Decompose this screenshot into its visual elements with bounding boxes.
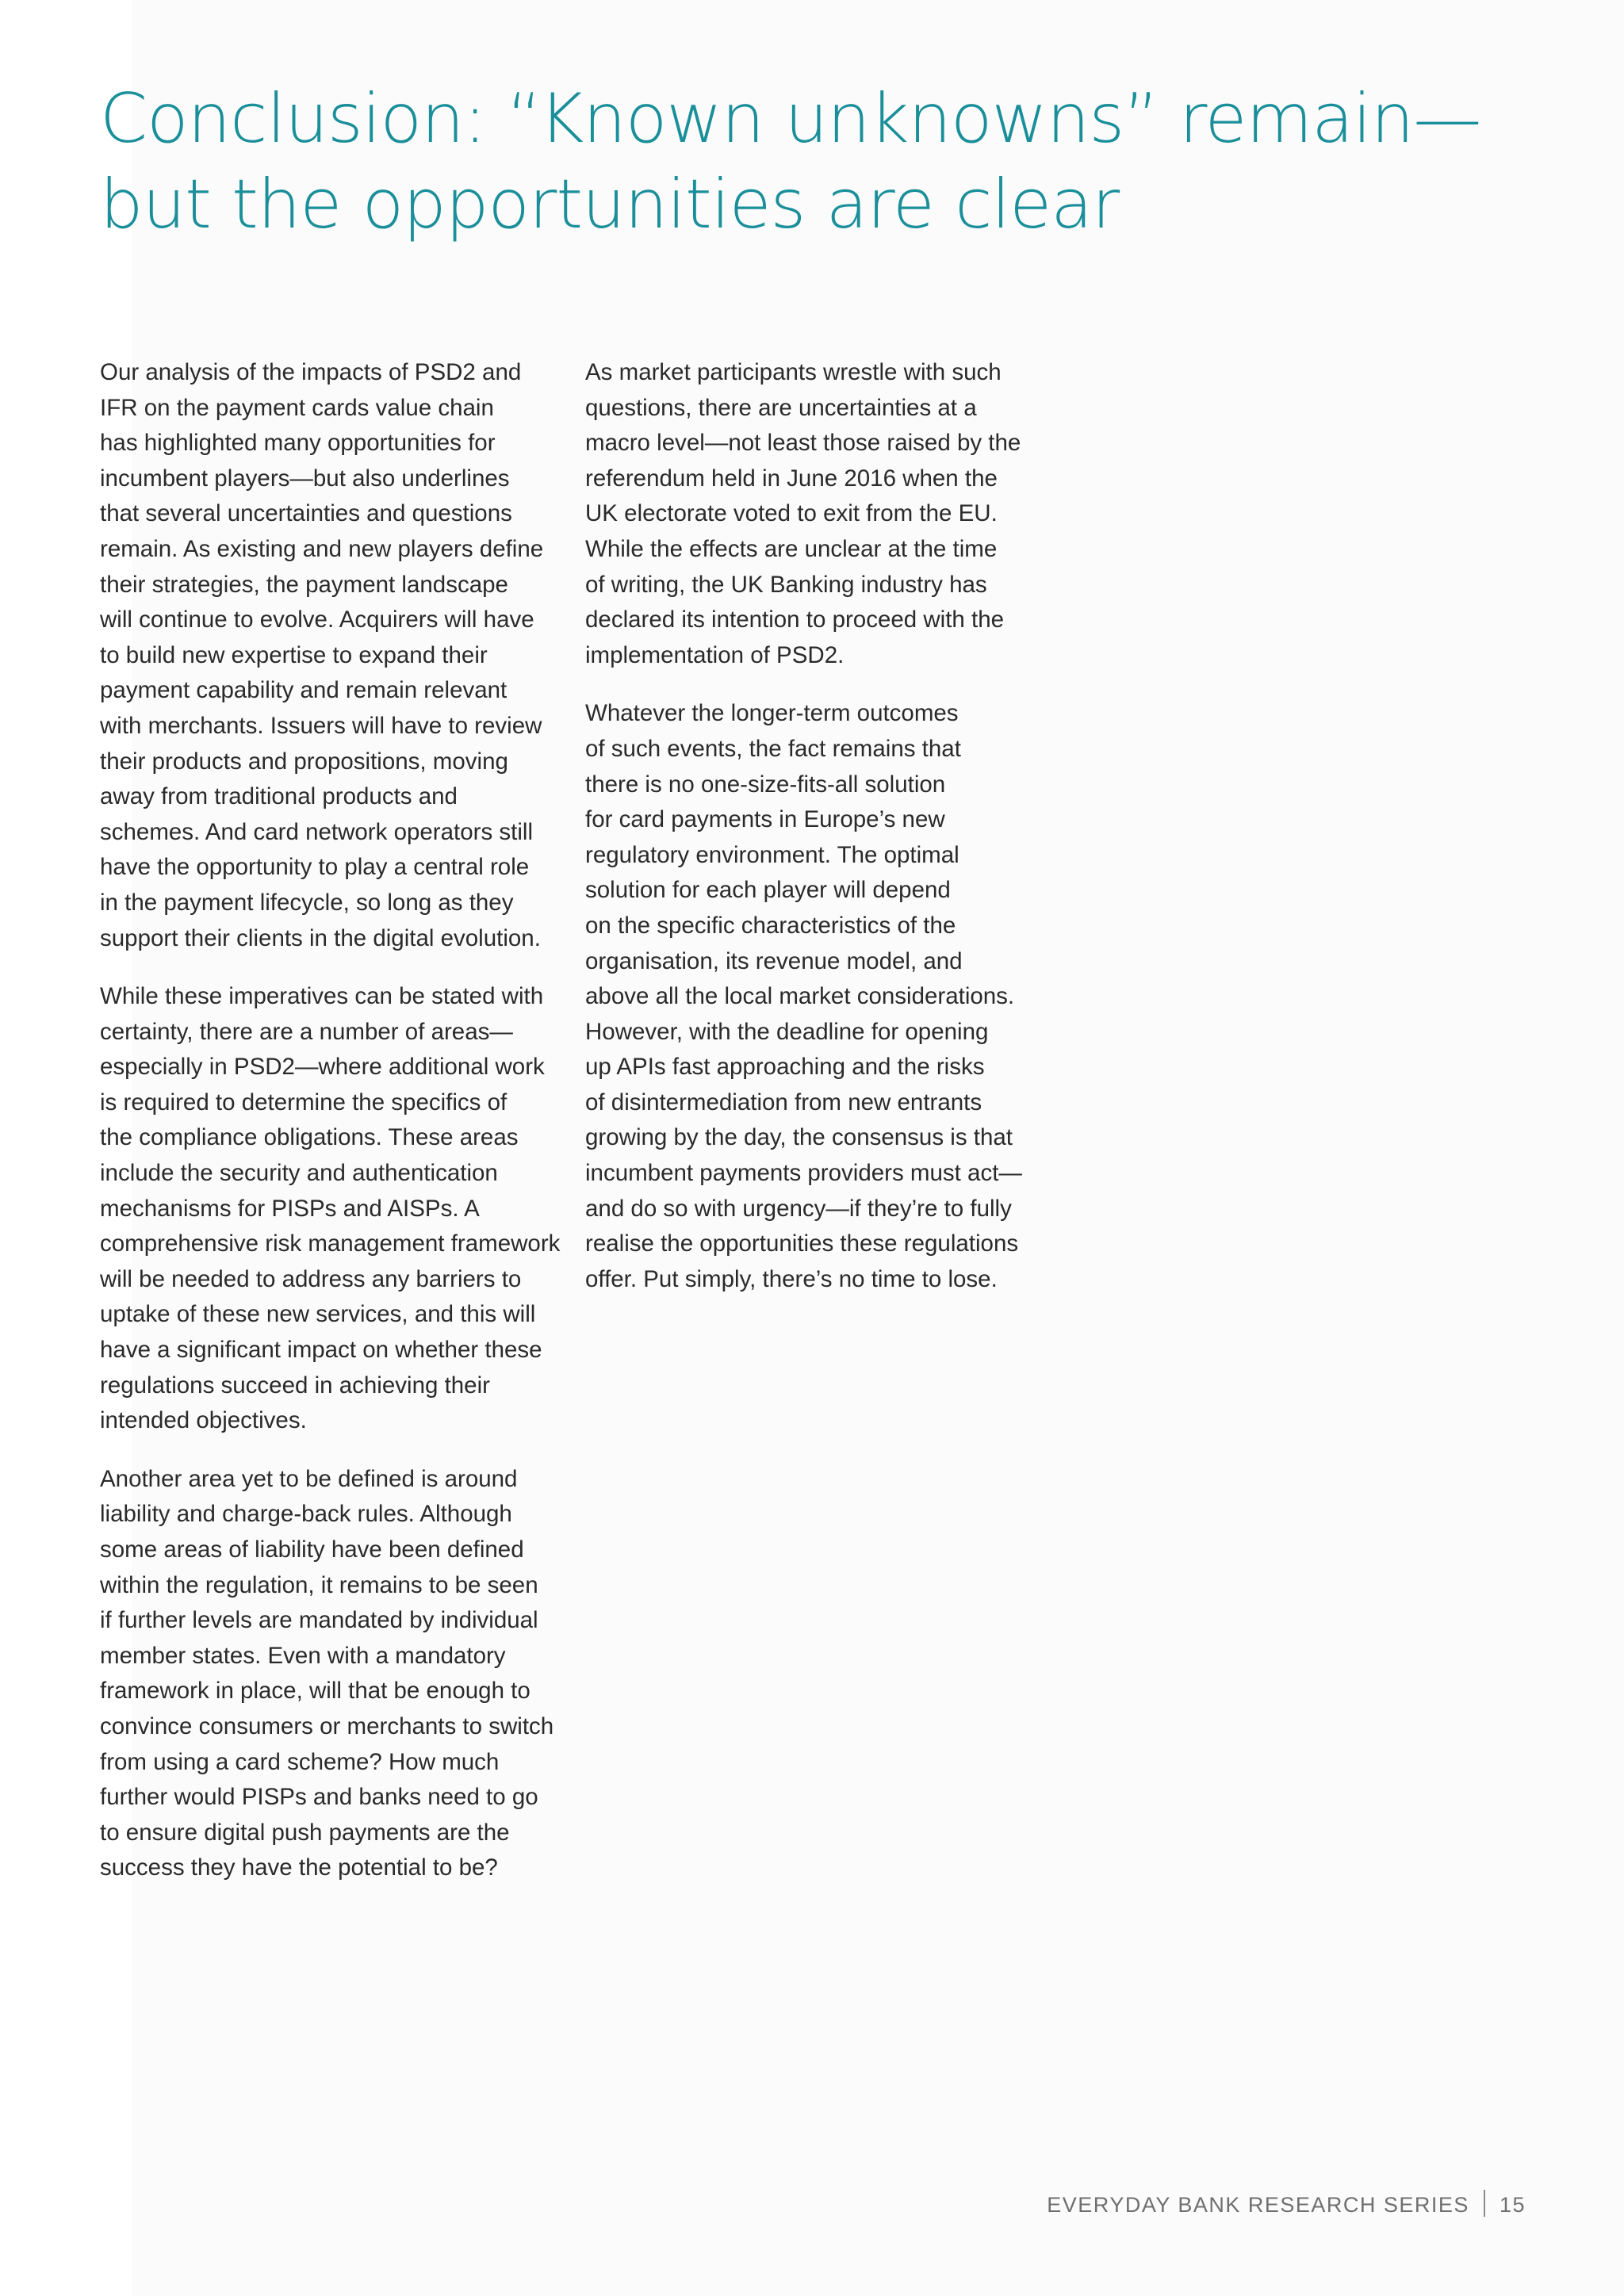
text-line: from using a card scheme? How much bbox=[100, 1748, 500, 1775]
text-line: growing by the day, the consensus is that bbox=[585, 1124, 1013, 1151]
text-line: questions, there are uncertainties at a bbox=[585, 394, 977, 421]
text-line: liability and charge-back rules. Although bbox=[100, 1501, 512, 1528]
text-line: that several uncertainties and questions bbox=[100, 500, 512, 527]
text-line: some areas of liability have been defined bbox=[100, 1536, 524, 1563]
text-line: certainty, there are a number of areas— bbox=[100, 1018, 513, 1045]
page-number: 15 bbox=[1499, 2193, 1526, 2217]
text-line: with merchants. Issuers will have to review bbox=[100, 712, 542, 739]
left-paragraph-2 bbox=[100, 979, 576, 1439]
text-line: remain. As existing and new players define bbox=[100, 535, 544, 562]
text-line: include the security and authentication bbox=[100, 1160, 498, 1187]
text-line: above all the local market considerations. bbox=[585, 983, 1015, 1010]
text-line: implementation of PSD2. bbox=[585, 641, 845, 668]
page-title bbox=[100, 76, 1481, 247]
text-line: Whatever the longer-term outcomes bbox=[585, 700, 959, 727]
text-line: the compliance obligations. These areas bbox=[100, 1124, 519, 1151]
text-line: of disintermediation from new entrants bbox=[585, 1089, 982, 1115]
text-line: to build new expertise to expand their bbox=[100, 641, 488, 668]
text-line: incumbent payments providers must act— bbox=[585, 1160, 1022, 1187]
text-line: schemes. And card network operators still bbox=[100, 818, 533, 845]
text-line: intended objectives. bbox=[100, 1407, 307, 1434]
text-line: While these imperatives can be stated with bbox=[100, 983, 544, 1010]
text-line: macro level—not least those raised by the bbox=[585, 430, 1021, 457]
text-line: and do so with urgency—if they’re to fully bbox=[585, 1195, 1012, 1222]
text-line: member states. Even with a mandatory bbox=[100, 1642, 506, 1669]
text-line: uptake of these new services, and this will bbox=[100, 1301, 536, 1328]
text-line: solution for each player will depend bbox=[585, 877, 951, 904]
text-line: have the opportunity to play a central role bbox=[100, 854, 530, 881]
text-line: While the effects are unclear at the time bbox=[585, 535, 998, 562]
left-paragraph-1 bbox=[100, 355, 576, 956]
text-line: up APIs fast approaching and the risks bbox=[585, 1054, 985, 1081]
text-line: Another area yet to be defined is around bbox=[100, 1465, 518, 1492]
text-line: framework in place, will that be enough to bbox=[100, 1678, 530, 1705]
right-paragraph-2 bbox=[585, 696, 1061, 1297]
right-column bbox=[585, 355, 1061, 1320]
text-line: to ensure digital push payments are the bbox=[100, 1819, 510, 1846]
text-line: organisation, its revenue model, and bbox=[585, 947, 963, 974]
text-line: Our analysis of the impacts of PSD2 and bbox=[100, 359, 522, 385]
left-column bbox=[100, 355, 576, 1909]
page-title-line-1: Conclusion: “Known unknowns” remain— bbox=[100, 79, 1481, 159]
text-line: support their clients in the digital evolution. bbox=[100, 924, 541, 951]
text-line: further would PISPs and banks need to go bbox=[100, 1784, 538, 1811]
text-line: of such events, the fact remains that bbox=[585, 735, 961, 762]
text-line: payment capability and remain relevant bbox=[100, 677, 508, 704]
text-line: regulations succeed in achieving their bbox=[100, 1372, 490, 1399]
text-line: have a significant impact on whether these bbox=[100, 1337, 542, 1364]
page-footer bbox=[1047, 2190, 1526, 2218]
text-line: has highlighted many opportunities for bbox=[100, 430, 496, 457]
text-line: However, with the deadline for opening bbox=[585, 1018, 989, 1045]
text-line: incumbent players—but also underlines bbox=[100, 465, 510, 492]
text-line: away from traditional products and bbox=[100, 783, 458, 810]
text-line: their strategies, the payment landscape bbox=[100, 571, 508, 598]
left-paragraph-3 bbox=[100, 1462, 576, 1886]
text-line: there is no one-size-fits-all solution bbox=[585, 771, 946, 798]
text-line: will continue to evolve. Acquirers will have bbox=[100, 607, 534, 633]
text-line: of writing, the UK Banking industry has bbox=[585, 571, 987, 598]
text-line: is required to determine the specifics of bbox=[100, 1089, 508, 1115]
text-line: offer. Put simply, there’s no time to lose. bbox=[585, 1265, 998, 1292]
text-line: for card payments in Europe’s new bbox=[585, 806, 945, 833]
text-line: As market participants wrestle with such bbox=[585, 359, 1002, 385]
text-line: if further levels are mandated by individual bbox=[100, 1607, 538, 1634]
text-line: on the specific characteristics of the bbox=[585, 912, 956, 939]
text-line: UK electorate voted to exit from the EU. bbox=[585, 500, 998, 527]
text-line: within the regulation, it remains to be seen bbox=[100, 1571, 538, 1598]
text-line: convince consumers or merchants to switch bbox=[100, 1712, 554, 1739]
text-line: their products and propositions, moving bbox=[100, 748, 508, 775]
text-line: referendum held in June 2016 when the bbox=[585, 465, 998, 492]
page-title-line-2: but the opportunities are clear bbox=[100, 165, 1120, 244]
footer-series-title: EVERYDAY BANK RESEARCH SERIES bbox=[1047, 2193, 1469, 2217]
text-line: realise the opportunities these regulations bbox=[585, 1230, 1019, 1257]
text-line: success they have the potential to be? bbox=[100, 1854, 498, 1881]
text-line: declared its intention to proceed with the bbox=[585, 607, 1005, 633]
text-line: mechanisms for PISPs and AISPs. A bbox=[100, 1195, 480, 1222]
text-line: comprehensive risk management framework bbox=[100, 1230, 561, 1257]
text-line: IFR on the payment cards value chain bbox=[100, 394, 494, 421]
right-paragraph-1 bbox=[585, 355, 1061, 673]
footer-divider bbox=[1484, 2190, 1485, 2217]
text-line: especially in PSD2—where additional work bbox=[100, 1054, 545, 1081]
text-line: will be needed to address any barriers to bbox=[100, 1265, 522, 1292]
text-line: regulatory environment. The optimal bbox=[585, 841, 959, 868]
text-line: in the payment lifecycle, so long as they bbox=[100, 889, 514, 916]
